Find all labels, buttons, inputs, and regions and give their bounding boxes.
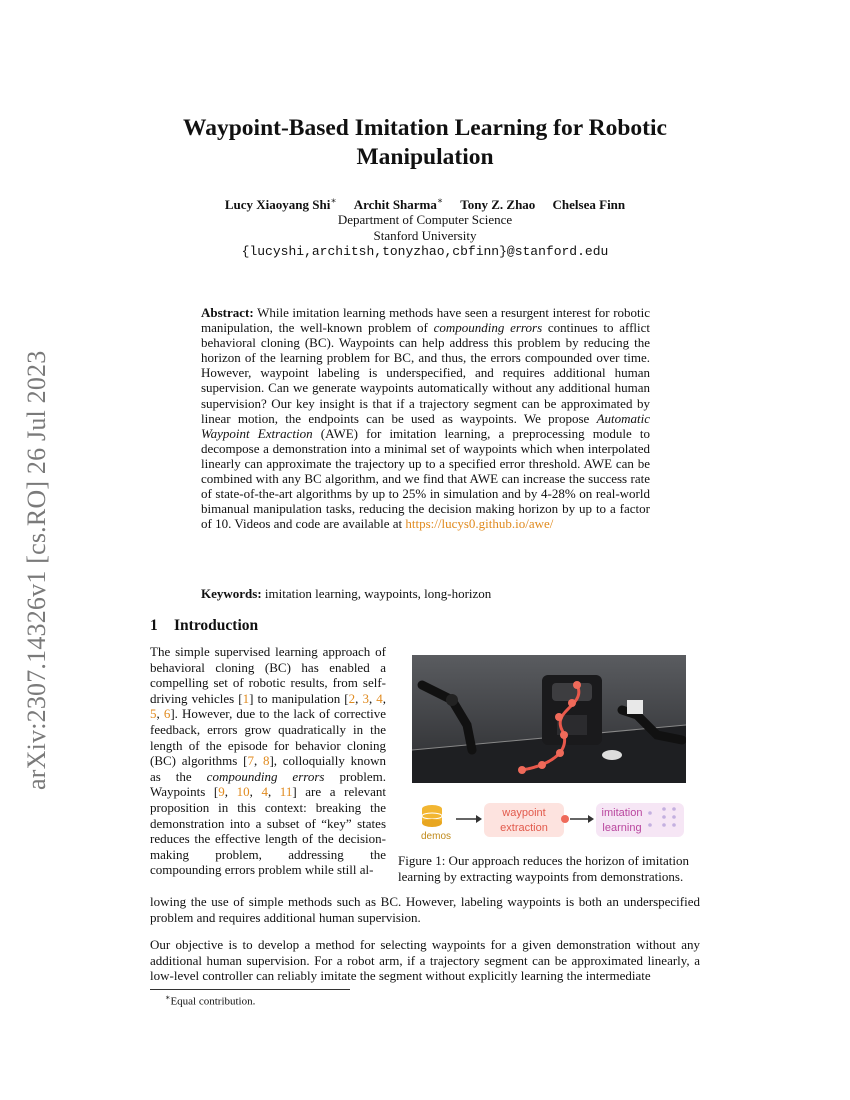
citation-link[interactable]: 2	[348, 690, 356, 706]
intro-paragraph-2: Our objective is to develop a method for selecting waypoints for a given demonstration without any additional human supervision. For a robot arm, if a trajectory segment can be approximated linearly, a low-level controller can reliably imitate the segment without explicitly learning the intermediate	[150, 937, 700, 984]
citation-link[interactable]: 6	[163, 706, 171, 722]
demos-stack-icon	[422, 805, 442, 827]
footnote-divider	[150, 989, 350, 990]
citation-link[interactable]: 5	[150, 706, 157, 722]
paper-title: Waypoint-Based Imitation Learning for Robotic Manipulation	[183, 115, 667, 170]
arxiv-identifier: arXiv:2307.14326v1 [cs.RO] 26 Jul 2023	[22, 350, 51, 790]
robot-scene-illustration	[412, 655, 686, 783]
citation-link[interactable]: 4	[261, 784, 268, 800]
project-url-link[interactable]: https://lucys0.github.io/awe/	[405, 516, 554, 532]
author-3: Tony Z. Zhao	[460, 197, 536, 213]
imitation-learning-label: imitation learning	[601, 807, 643, 834]
abstract: Abstract: While imitation learning methods have seen a resurgent interest for robotic manipulation, the well-known problem of compounding errors continues to afflict behavioral cloning (BC). Waypoints can help address this problem by reducing the horizon of the learning problem for BC, and thus, the errors compounded over time. However, waypoint labeling is underspecified, and requires additional human supervision. Can we generate waypoints automatically without any additional human supervision? Our key insight is that if a trajectory segment can be approximated by linear motion, the endpoints can be used as waypoints. We propose Automatic Waypoint Extraction (AWE) for imitation learning, a preprocessing module to decompose a demonstration into a minimal set of waypoints which when interpolated linearly can approximate the trajectory up to a specified error threshold. AWE can be combined with any BC algorithm, and we find that AWE can increase the success rate of state-of-the-art algorithms by up to 25% in simulation and by 4-28% on real-world bimanual manipulation tasks, reducing the decision making horizon by up to a factor of 10. Videos and code are available at https://lucys0.github.io/awe/	[201, 305, 651, 532]
author-1: Lucy Xiaoyang Shi∗	[224, 196, 337, 213]
citation-link[interactable]: 10	[236, 784, 250, 800]
citation-link[interactable]: 1	[242, 690, 250, 706]
footnote: ∗Equal contribution.	[165, 993, 256, 1008]
demos-label: demos	[420, 831, 451, 842]
citation-link[interactable]: 7	[247, 753, 254, 769]
author-2: Archit Sharma∗	[353, 196, 444, 213]
figure-robot-photo	[412, 655, 686, 783]
section-heading-introduction: 1 Introduction	[150, 617, 259, 634]
waypoint-extraction-label: waypoint extraction	[500, 807, 548, 834]
citation-link[interactable]: 4	[376, 690, 383, 706]
citation-link[interactable]: 11	[279, 784, 293, 800]
citation-link[interactable]: 3	[362, 690, 369, 706]
figure-caption: Figure 1: Our approach reduces the horizon of imitation learning by extracting waypoints from demonstrations.	[398, 853, 689, 884]
author-list	[150, 196, 700, 213]
author-4: Chelsea Finn	[552, 197, 626, 213]
author-emails: {lucyshi,architsh,tonyzhao,cbfinn}@stanford.edu	[241, 244, 609, 259]
affiliation-department: Department of Computer Science	[337, 212, 513, 227]
intro-paragraph-column: The simple supervised learning approach of behavioral cloning (BC) has enabled a compelling set of robotic results, from self-driving vehicles [1] to manipulation [2, 3, 4, 5, 6]. However, due to the lack of corrective feedback, errors grow quadratically in the length of the episode for behavior cloning (BC) algorithms [7, 8], colloquially known as the compounding errors problem. Waypoints [9, 10, 4, 11] are a relevant proposition in this context: breaking the demonstration into a subset of “key” states reduces the effective length of the decision-making problem, addressing the compounding errors problem while still al-	[150, 644, 387, 878]
abstract-label: Abstract:	[201, 305, 254, 320]
keywords: Keywords: imitation learning, waypoints, long-horizon	[201, 586, 492, 601]
intro-paragraph-continued: lowing the use of simple methods such as BC. However, labeling waypoints is both an underspecified problem and requires additional human supervision.	[150, 894, 700, 925]
citation-link[interactable]: 8	[262, 753, 270, 769]
citation-link[interactable]: 9	[218, 784, 225, 800]
affiliation-university: Stanford University	[373, 228, 477, 243]
